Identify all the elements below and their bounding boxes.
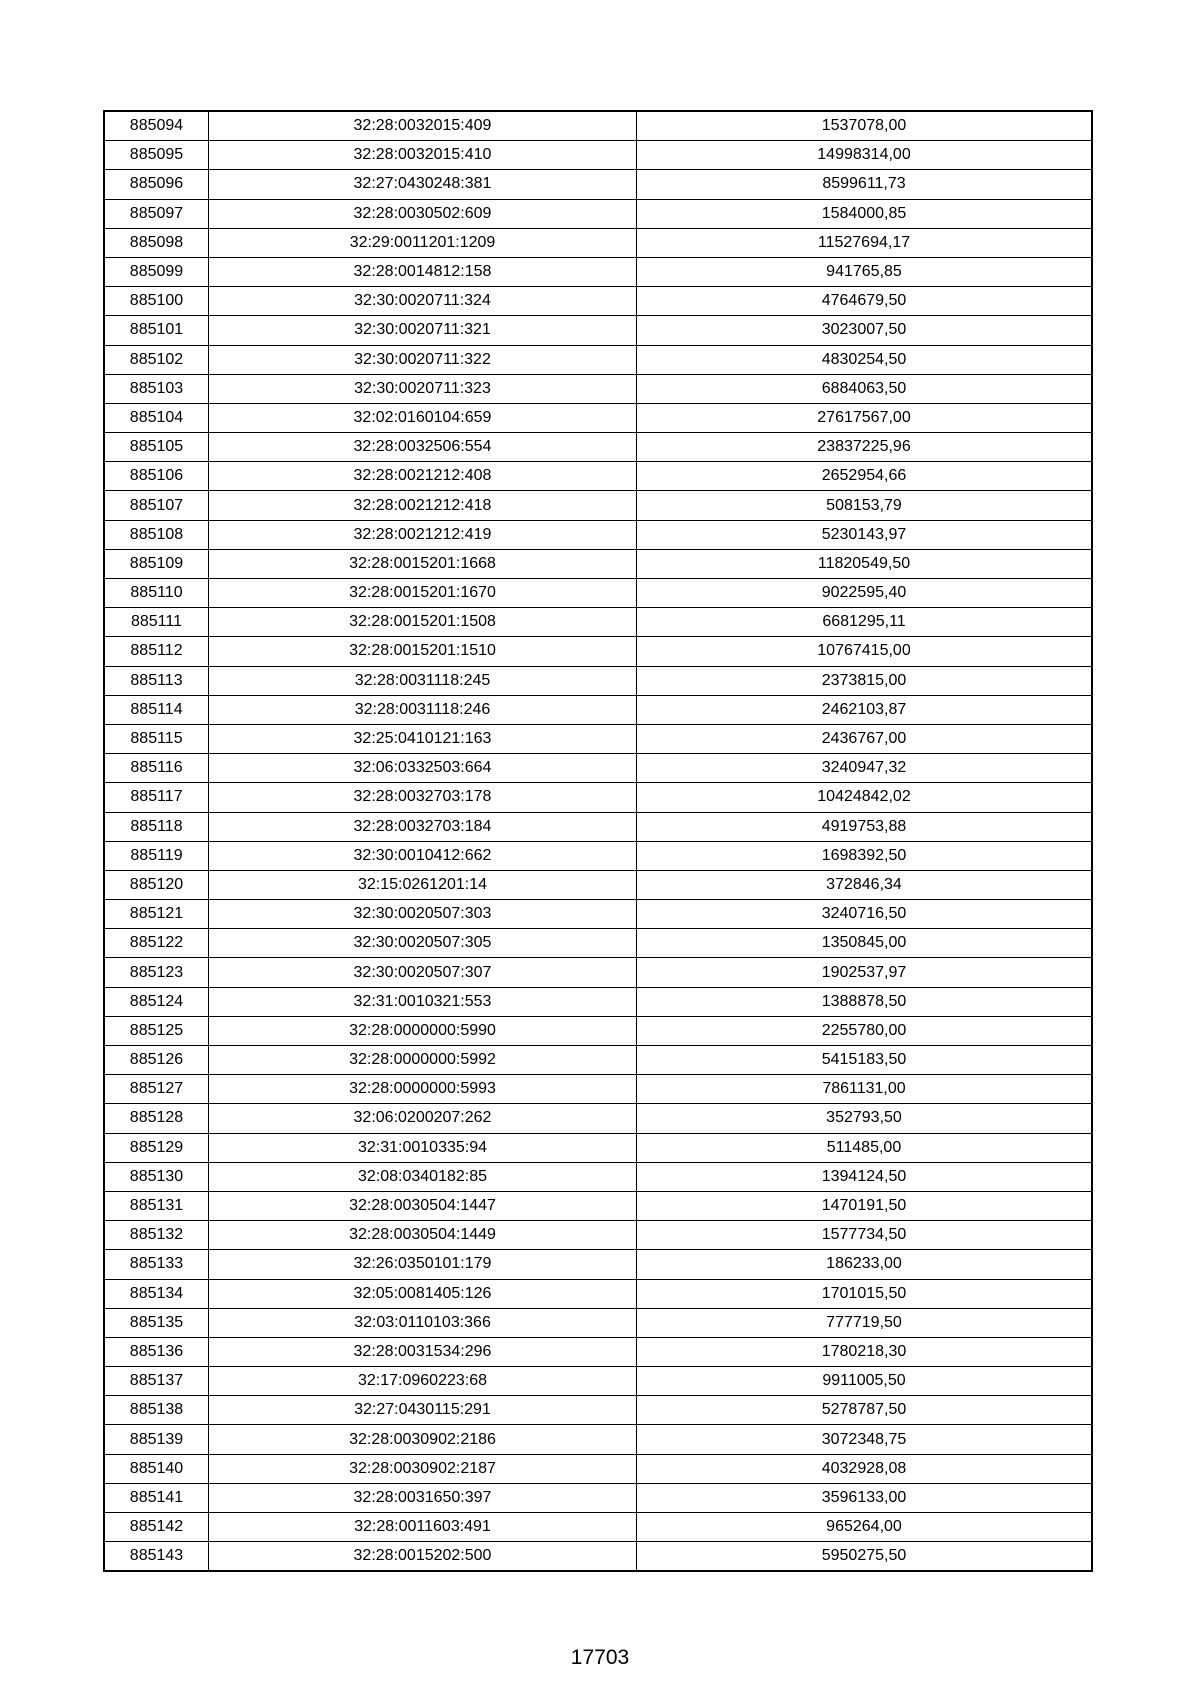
cadastral-number-cell: 32:25:0410121:163 xyxy=(209,724,637,753)
row-id-cell: 885101 xyxy=(104,316,209,345)
value-cell: 4830254,50 xyxy=(637,345,1093,374)
table-row xyxy=(104,462,1092,491)
table-row xyxy=(104,1191,1092,1220)
table-row xyxy=(104,1133,1092,1162)
value-cell: 941765,85 xyxy=(637,257,1093,286)
cadastral-number-cell: 32:28:0030504:1447 xyxy=(209,1191,637,1220)
cadastral-value-table xyxy=(103,110,1093,1572)
cadastral-number-cell: 32:27:0430115:291 xyxy=(209,1396,637,1425)
row-id-cell: 885116 xyxy=(104,754,209,783)
row-id-cell: 885114 xyxy=(104,695,209,724)
cadastral-number-cell: 32:27:0430248:381 xyxy=(209,170,637,199)
value-cell: 5278787,50 xyxy=(637,1396,1093,1425)
cadastral-number-cell: 32:28:0015201:1508 xyxy=(209,608,637,637)
cadastral-number-cell: 32:03:0110103:366 xyxy=(209,1308,637,1337)
value-cell: 3240947,32 xyxy=(637,754,1093,783)
cadastral-number-cell: 32:06:0200207:262 xyxy=(209,1104,637,1133)
cadastral-number-cell: 32:28:0031118:246 xyxy=(209,695,637,724)
table-row xyxy=(104,257,1092,286)
value-cell: 1350845,00 xyxy=(637,929,1093,958)
table-row xyxy=(104,199,1092,228)
cadastral-number-cell: 32:05:0081405:126 xyxy=(209,1279,637,1308)
row-id-cell: 885099 xyxy=(104,257,209,286)
table-row xyxy=(104,403,1092,432)
row-id-cell: 885107 xyxy=(104,491,209,520)
cadastral-number-cell: 32:28:0032703:184 xyxy=(209,812,637,841)
row-id-cell: 885106 xyxy=(104,462,209,491)
value-cell: 2462103,87 xyxy=(637,695,1093,724)
table-row xyxy=(104,1367,1092,1396)
table-row xyxy=(104,1542,1092,1572)
row-id-cell: 885110 xyxy=(104,579,209,608)
value-cell: 1584000,85 xyxy=(637,199,1093,228)
cadastral-number-cell: 32:28:0015201:1670 xyxy=(209,579,637,608)
value-cell: 2436767,00 xyxy=(637,724,1093,753)
row-id-cell: 885096 xyxy=(104,170,209,199)
row-id-cell: 885108 xyxy=(104,520,209,549)
value-cell: 1388878,50 xyxy=(637,987,1093,1016)
table-body xyxy=(104,111,1092,1571)
cadastral-number-cell: 32:28:0030502:609 xyxy=(209,199,637,228)
cadastral-number-cell: 32:28:0021212:408 xyxy=(209,462,637,491)
row-id-cell: 885134 xyxy=(104,1279,209,1308)
value-cell: 3023007,50 xyxy=(637,316,1093,345)
table-row xyxy=(104,170,1092,199)
row-id-cell: 885140 xyxy=(104,1454,209,1483)
cadastral-number-cell: 32:28:0030902:2186 xyxy=(209,1425,637,1454)
cadastral-number-cell: 32:28:0032506:554 xyxy=(209,433,637,462)
cadastral-number-cell: 32:30:0020711:323 xyxy=(209,374,637,403)
value-cell: 2373815,00 xyxy=(637,666,1093,695)
table-row xyxy=(104,754,1092,783)
value-cell: 508153,79 xyxy=(637,491,1093,520)
row-id-cell: 885135 xyxy=(104,1308,209,1337)
row-id-cell: 885129 xyxy=(104,1133,209,1162)
row-id-cell: 885137 xyxy=(104,1367,209,1396)
row-id-cell: 885094 xyxy=(104,111,209,141)
cadastral-number-cell: 32:28:0031534:296 xyxy=(209,1337,637,1366)
row-id-cell: 885130 xyxy=(104,1162,209,1191)
cadastral-number-cell: 32:28:0032015:410 xyxy=(209,141,637,170)
value-cell: 7861131,00 xyxy=(637,1075,1093,1104)
table-row xyxy=(104,900,1092,929)
row-id-cell: 885122 xyxy=(104,929,209,958)
table-row xyxy=(104,111,1092,141)
value-cell: 5415183,50 xyxy=(637,1046,1093,1075)
cadastral-number-cell: 32:17:0960223:68 xyxy=(209,1367,637,1396)
row-id-cell: 885126 xyxy=(104,1046,209,1075)
value-cell: 4919753,88 xyxy=(637,812,1093,841)
row-id-cell: 885098 xyxy=(104,228,209,257)
row-id-cell: 885117 xyxy=(104,783,209,812)
table-row xyxy=(104,1483,1092,1512)
value-cell: 5950275,50 xyxy=(637,1542,1093,1572)
row-id-cell: 885097 xyxy=(104,199,209,228)
table-row xyxy=(104,1279,1092,1308)
table-row xyxy=(104,870,1092,899)
cadastral-number-cell: 32:30:0020507:303 xyxy=(209,900,637,929)
row-id-cell: 885113 xyxy=(104,666,209,695)
row-id-cell: 885132 xyxy=(104,1221,209,1250)
table-row xyxy=(104,1046,1092,1075)
value-cell: 1701015,50 xyxy=(637,1279,1093,1308)
row-id-cell: 885143 xyxy=(104,1542,209,1572)
cadastral-number-cell: 32:30:0020507:307 xyxy=(209,958,637,987)
value-cell: 14998314,00 xyxy=(637,141,1093,170)
cadastral-number-cell: 32:28:0015201:1510 xyxy=(209,637,637,666)
cadastral-number-cell: 32:28:0030504:1449 xyxy=(209,1221,637,1250)
value-cell: 1537078,00 xyxy=(637,111,1093,141)
cadastral-number-cell: 32:28:0000000:5993 xyxy=(209,1075,637,1104)
table-row xyxy=(104,724,1092,753)
row-id-cell: 885124 xyxy=(104,987,209,1016)
table-row xyxy=(104,141,1092,170)
table-row xyxy=(104,958,1092,987)
value-cell: 1902537,97 xyxy=(637,958,1093,987)
row-id-cell: 885120 xyxy=(104,870,209,899)
cadastral-number-cell: 32:28:0021212:419 xyxy=(209,520,637,549)
row-id-cell: 885133 xyxy=(104,1250,209,1279)
table-row xyxy=(104,783,1092,812)
table-row xyxy=(104,1425,1092,1454)
cadastral-number-cell: 32:29:0011201:1209 xyxy=(209,228,637,257)
row-id-cell: 885136 xyxy=(104,1337,209,1366)
cadastral-number-cell: 32:28:0015202:500 xyxy=(209,1542,637,1572)
row-id-cell: 885121 xyxy=(104,900,209,929)
value-cell: 965264,00 xyxy=(637,1513,1093,1542)
row-id-cell: 885095 xyxy=(104,141,209,170)
value-cell: 6681295,11 xyxy=(637,608,1093,637)
table-row xyxy=(104,695,1092,724)
value-cell: 9022595,40 xyxy=(637,579,1093,608)
cadastral-number-cell: 32:15:0261201:14 xyxy=(209,870,637,899)
page-number: 17703 xyxy=(570,1646,630,1669)
cadastral-number-cell: 32:31:0010321:553 xyxy=(209,987,637,1016)
value-cell: 2255780,00 xyxy=(637,1016,1093,1045)
cadastral-number-cell: 32:26:0350101:179 xyxy=(209,1250,637,1279)
cadastral-number-cell: 32:28:0015201:1668 xyxy=(209,549,637,578)
row-id-cell: 885105 xyxy=(104,433,209,462)
table-row xyxy=(104,1221,1092,1250)
table-row xyxy=(104,987,1092,1016)
row-id-cell: 885125 xyxy=(104,1016,209,1045)
table-row xyxy=(104,1162,1092,1191)
value-cell: 3596133,00 xyxy=(637,1483,1093,1512)
value-cell: 372846,34 xyxy=(637,870,1093,899)
cadastral-number-cell: 32:30:0020507:305 xyxy=(209,929,637,958)
table-row xyxy=(104,287,1092,316)
cadastral-number-cell: 32:30:0020711:324 xyxy=(209,287,637,316)
table-row xyxy=(104,1104,1092,1133)
value-cell: 11527694,17 xyxy=(637,228,1093,257)
value-cell: 1394124,50 xyxy=(637,1162,1093,1191)
row-id-cell: 885138 xyxy=(104,1396,209,1425)
table-row xyxy=(104,433,1092,462)
cadastral-number-cell: 32:30:0020711:322 xyxy=(209,345,637,374)
cadastral-number-cell: 32:28:0031118:245 xyxy=(209,666,637,695)
cadastral-number-cell: 32:28:0032703:178 xyxy=(209,783,637,812)
cadastral-number-cell: 32:28:0000000:5992 xyxy=(209,1046,637,1075)
value-cell: 4764679,50 xyxy=(637,287,1093,316)
table-row xyxy=(104,345,1092,374)
value-cell: 3240716,50 xyxy=(637,900,1093,929)
value-cell: 10767415,00 xyxy=(637,637,1093,666)
table-row xyxy=(104,491,1092,520)
table-row xyxy=(104,374,1092,403)
table-row xyxy=(104,841,1092,870)
table-row xyxy=(104,1337,1092,1366)
cadastral-number-cell: 32:28:0014812:158 xyxy=(209,257,637,286)
cadastral-number-cell: 32:28:0000000:5990 xyxy=(209,1016,637,1045)
row-id-cell: 885103 xyxy=(104,374,209,403)
table-row xyxy=(104,549,1092,578)
value-cell: 511485,00 xyxy=(637,1133,1093,1162)
value-cell: 4032928,08 xyxy=(637,1454,1093,1483)
table-row xyxy=(104,1308,1092,1337)
row-id-cell: 885142 xyxy=(104,1513,209,1542)
row-id-cell: 885104 xyxy=(104,403,209,432)
table-row xyxy=(104,1075,1092,1104)
value-cell: 777719,50 xyxy=(637,1308,1093,1337)
cadastral-number-cell: 32:28:0011603:491 xyxy=(209,1513,637,1542)
table-row xyxy=(104,520,1092,549)
row-id-cell: 885111 xyxy=(104,608,209,637)
table-row xyxy=(104,1016,1092,1045)
row-id-cell: 885123 xyxy=(104,958,209,987)
row-id-cell: 885112 xyxy=(104,637,209,666)
table-row xyxy=(104,608,1092,637)
row-id-cell: 885131 xyxy=(104,1191,209,1220)
cadastral-number-cell: 32:02:0160104:659 xyxy=(209,403,637,432)
value-cell: 1780218,30 xyxy=(637,1337,1093,1366)
row-id-cell: 885139 xyxy=(104,1425,209,1454)
cadastral-number-cell: 32:30:0020711:321 xyxy=(209,316,637,345)
value-cell: 27617567,00 xyxy=(637,403,1093,432)
value-cell: 3072348,75 xyxy=(637,1425,1093,1454)
table-row xyxy=(104,637,1092,666)
table-row xyxy=(104,579,1092,608)
row-id-cell: 885119 xyxy=(104,841,209,870)
table-row xyxy=(104,1513,1092,1542)
value-cell: 5230143,97 xyxy=(637,520,1093,549)
table-row xyxy=(104,666,1092,695)
row-id-cell: 885141 xyxy=(104,1483,209,1512)
row-id-cell: 885128 xyxy=(104,1104,209,1133)
table-row xyxy=(104,1454,1092,1483)
table-row xyxy=(104,1396,1092,1425)
value-cell: 6884063,50 xyxy=(637,374,1093,403)
cadastral-number-cell: 32:28:0021212:418 xyxy=(209,491,637,520)
value-cell: 1577734,50 xyxy=(637,1221,1093,1250)
cadastral-number-cell: 32:28:0031650:397 xyxy=(209,1483,637,1512)
value-cell: 10424842,02 xyxy=(637,783,1093,812)
value-cell: 1470191,50 xyxy=(637,1191,1093,1220)
cadastral-number-cell: 32:28:0032015:409 xyxy=(209,111,637,141)
value-cell: 9911005,50 xyxy=(637,1367,1093,1396)
table-row xyxy=(104,812,1092,841)
cadastral-number-cell: 32:30:0010412:662 xyxy=(209,841,637,870)
row-id-cell: 885109 xyxy=(104,549,209,578)
table-row xyxy=(104,1250,1092,1279)
row-id-cell: 885102 xyxy=(104,345,209,374)
cadastral-number-cell: 32:08:0340182:85 xyxy=(209,1162,637,1191)
cadastral-number-cell: 32:31:0010335:94 xyxy=(209,1133,637,1162)
cadastral-number-cell: 32:06:0332503:664 xyxy=(209,754,637,783)
table-row xyxy=(104,929,1092,958)
value-cell: 2652954,66 xyxy=(637,462,1093,491)
row-id-cell: 885127 xyxy=(104,1075,209,1104)
value-cell: 11820549,50 xyxy=(637,549,1093,578)
table-row xyxy=(104,228,1092,257)
row-id-cell: 885115 xyxy=(104,724,209,753)
cadastral-number-cell: 32:28:0030902:2187 xyxy=(209,1454,637,1483)
row-id-cell: 885118 xyxy=(104,812,209,841)
table-row xyxy=(104,316,1092,345)
value-cell: 186233,00 xyxy=(637,1250,1093,1279)
row-id-cell: 885100 xyxy=(104,287,209,316)
value-cell: 23837225,96 xyxy=(637,433,1093,462)
value-cell: 1698392,50 xyxy=(637,841,1093,870)
value-cell: 352793,50 xyxy=(637,1104,1093,1133)
value-cell: 8599611,73 xyxy=(637,170,1093,199)
